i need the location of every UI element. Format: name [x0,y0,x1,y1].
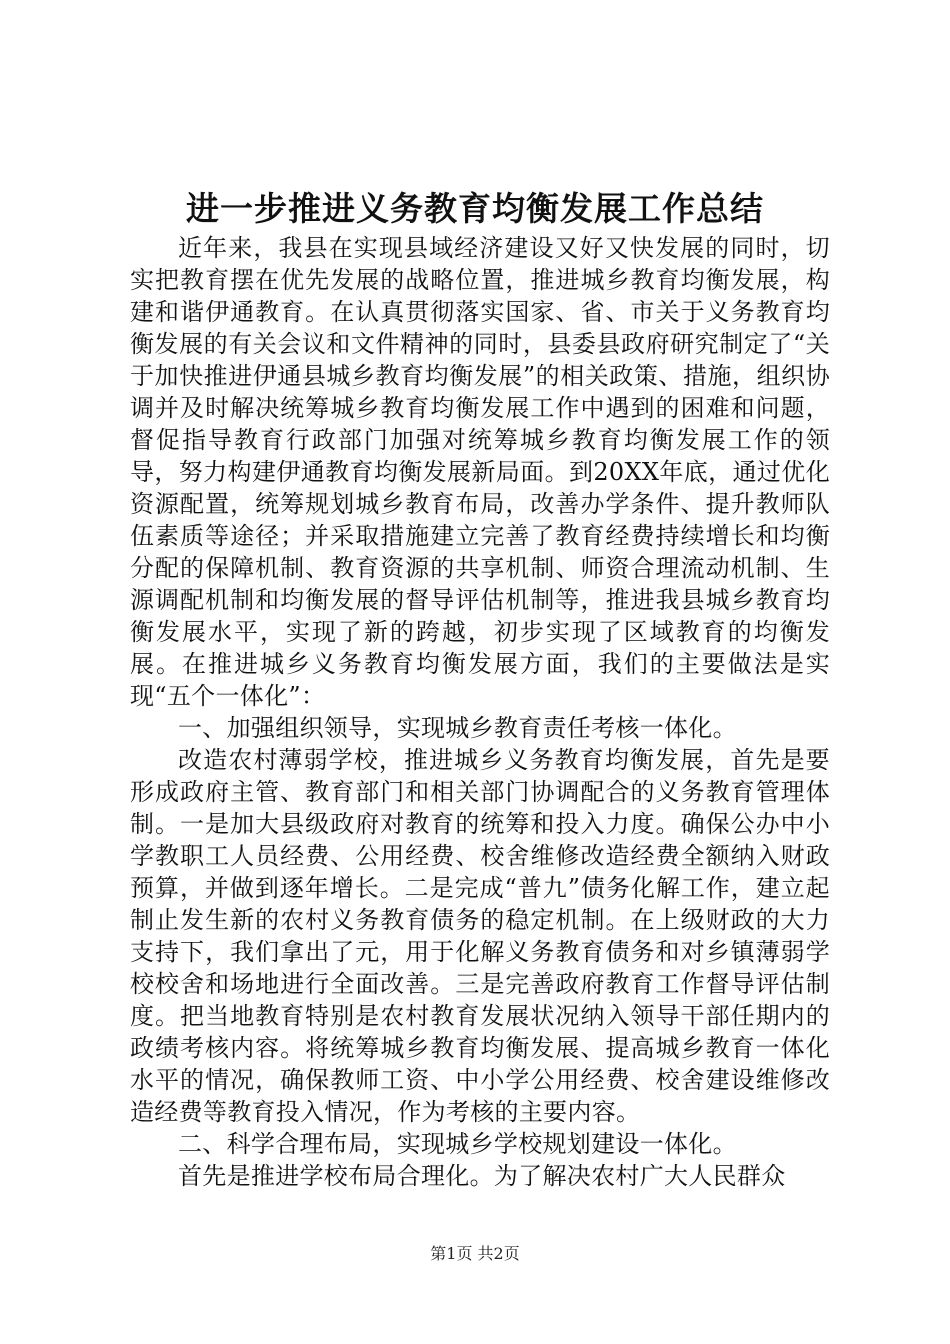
section-heading-1: 一、加强组织领导，实现城乡教育责任考核一体化。 [178,714,737,742]
section-heading-2: 二、科学合理布局，实现城乡学校规划建设一体化。 [178,1130,737,1158]
document-body [130,232,830,1192]
paragraph-intro: 近年来，我县在实现县域经济建设又好又快发展的同时，切实把教育摆在优先发展的战略位置，推进城乡教育均衡发展，构建和谐伊通教育。在认真贯彻落实国家、省、市关于义务教育均衡发展的有关会议和文件精神的同时，县委县政府研究制定了“关于加快推进伊通县城乡教育均衡发展”的相关政策、措施，组织协调并及时解决统筹城乡教育均衡发展工作中遇到的困难和问题，督促指导教育行政部门加强对统筹城乡教育均衡发展工作的领导，努力构建伊通教育均衡发展新局面。到20XX年底，通过优化资源配置，统筹规划城乡教育布局，改善办学条件、提升教师队伍素质等途径；并采取措施建立完善了教育经费持续增长和均衡分配的保障机制、教育资源的共享机制、师资合理流动机制、生源调配机制和均衡发展的督导评估机制等，推进我县城乡教育均衡发展水平，实现了新的跨越，初步实现了区域教育的均衡发展。在推进城乡义务教育均衡发展方面，我们的主要做法是实现“五个一体化”： [130,234,830,710]
paragraph-section-2: 首先是推进学校布局合理化。为了解决农村广大人民群众 [178,1162,786,1190]
paragraph-section-1: 改造农村薄弱学校，推进城乡义务教育均衡发展，首先是要形成政府主管、教育部门和相关部门协调配合的义务教育管理体制。一是加大县级政府对教育的统筹和投入力度。确保公办中小学教职工人员经费、公用经费、校舍维修改造经费全额纳入财政预算，并做到逐年增长。二是完成“普九”债务化解工作，建立起制止发生新的农村义务教育债务的稳定机制。在上级财政的大力支持下，我们拿出了元，用于化解义务教育债务和对乡镇薄弱学校校舍和场地进行全面改善。三是完善政府教育工作督导评估制度。把当地教育特别是农村教育发展状况纳入领导干部任期内的政绩考核内容。将统筹城乡教育均衡发展、提高城乡教育一体化水平的情况，确保教师工资、中小学公用经费、校舍建设维修改造经费等教育投入情况，作为考核的主要内容。 [130,746,830,1126]
page-number: 第1页 共2页 [430,1244,520,1263]
document-title: 进一步推进义务教育均衡发展工作总结 [186,189,764,228]
